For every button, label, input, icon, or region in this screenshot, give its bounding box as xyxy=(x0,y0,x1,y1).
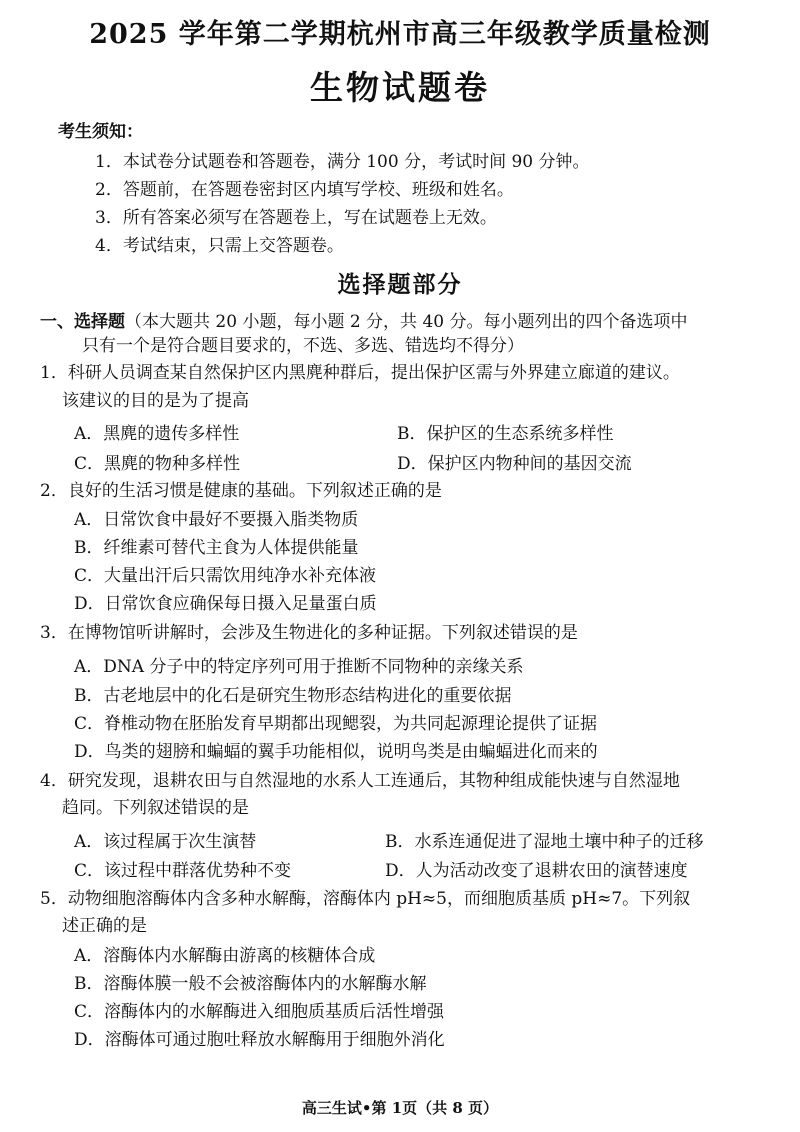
part-label: 一、选择题 xyxy=(40,312,125,332)
question-5-stem-2: 述正确的是 xyxy=(62,916,147,936)
question-1-stem-1: 1．科研人员调查某自然保护区内黑麂种群后，提出保护区需与外界建立廊道的建议。 xyxy=(40,363,680,383)
notice-item-2: 2．答题前，在答题卷密封区内填写学校、班级和姓名。 xyxy=(95,180,514,200)
question-1-option-a: A．黑麂的遗传多样性 xyxy=(74,424,240,444)
question-1-stem-2: 该建议的目的是为了提高 xyxy=(62,391,249,411)
question-2-stem-1: 2．良好的生活习惯是健康的基础。下列叙述正确的是 xyxy=(40,481,442,501)
question-3-option-a: A．DNA 分子中的特定序列可用于推断不同物种的亲缘关系 xyxy=(74,657,524,677)
notice-item-3: 3．所有答案必须写在答题卷上，写在试题卷上无效。 xyxy=(95,208,497,228)
question-1-option-c: C．黑麂的物种多样性 xyxy=(74,454,241,474)
question-5-option-b: B．溶酶体膜一般不会被溶酶体内的水解酶水解 xyxy=(74,974,427,994)
notice-item-4: 4．考试结束，只需上交答题卷。 xyxy=(95,236,344,256)
part-desc-1: （本大题共 20 小题，每小题 2 分，共 40 分。每小题列出的四个备选项中 xyxy=(125,312,688,332)
question-2-option-d: D．日常饮食应确保每日摄入足量蛋白质 xyxy=(74,594,377,614)
part-desc-2: 只有一个是符合题目要求的，不选、多选、错选均不得分） xyxy=(82,336,524,356)
part-instructions xyxy=(40,311,688,333)
question-4-option-b: B．水系连通促进了湿地土壤中种子的迁移 xyxy=(385,832,704,852)
question-2-option-a: A．日常饮食中最好不要摄入脂类物质 xyxy=(74,510,359,530)
question-5-option-a: A．溶酶体内水解酶由游离的核糖体合成 xyxy=(74,946,376,966)
exam-title: 2025 学年第二学期杭州市高三年级教学质量检测 xyxy=(89,19,711,50)
question-5-stem-1: 5．动物细胞溶酶体内含多种水解酶，溶酶体内 pH≈5，而细胞质基质 pH≈7。下列叙 xyxy=(40,889,691,909)
question-1-option-d: D．保护区内物种间的基因交流 xyxy=(397,454,632,474)
question-2-option-b: B．纤维素可替代主食为人体提供能量 xyxy=(74,538,359,558)
question-4-option-d: D．人为活动改变了退耕农田的演替速度 xyxy=(385,861,688,881)
paper-title: 生物试题卷 xyxy=(310,68,490,107)
notice-item-1: 1．本试卷分试题卷和答题卷，满分 100 分，考试时间 90 分钟。 xyxy=(95,152,590,172)
question-4-option-a: A．该过程属于次生演替 xyxy=(74,832,257,852)
question-3-option-d: D．鸟类的翅膀和蝙蝠的翼手功能相似，说明鸟类是由蝙蝠进化而来的 xyxy=(74,742,598,762)
notice-heading: 考生须知： xyxy=(58,122,143,142)
question-3-option-b: B．古老地层中的化石是研究生物形态结构进化的重要依据 xyxy=(74,686,512,706)
question-4-stem-2: 趋同。下列叙述错误的是 xyxy=(62,798,249,818)
page-footer: 高三生试•第 1页（共 8 页） xyxy=(301,1099,499,1117)
question-3-stem-1: 3．在博物馆听讲解时，会涉及生物进化的多种证据。下列叙述错误的是 xyxy=(40,623,578,643)
question-5-option-d: D．溶酶体可通过胞吐释放水解酶用于细胞外消化 xyxy=(74,1030,445,1050)
question-2-option-c: C．大量出汗后只需饮用纯净水补充体液 xyxy=(74,566,377,586)
question-5-option-c: C．溶酶体内的水解酶进入细胞质基质后活性增强 xyxy=(74,1002,445,1022)
question-1-option-b: B．保护区的生态系统多样性 xyxy=(397,424,614,444)
question-4-stem-1: 4．研究发现，退耕农田与自然湿地的水系人工连通后，其物种组成能快速与自然湿地 xyxy=(40,771,680,791)
question-4-option-c: C．该过程中群落优势种不变 xyxy=(74,861,292,881)
question-3-option-c: C．脊椎动物在胚胎发育早期都出现鳃裂，为共同起源理论提供了证据 xyxy=(74,714,598,734)
section-title: 选择题部分 xyxy=(337,271,463,298)
